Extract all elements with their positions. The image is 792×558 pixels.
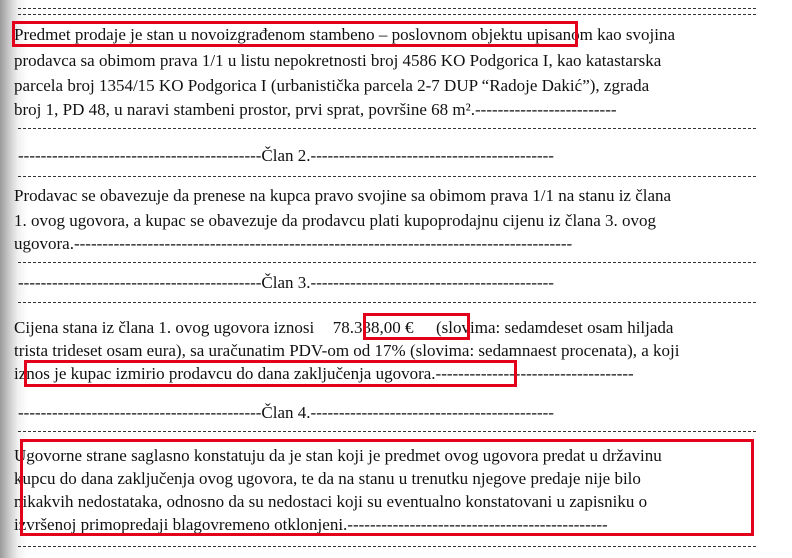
dashed-rule	[18, 302, 756, 303]
article-2-heading: -------------------------------------------Član 2.-------------------------------------------	[18, 146, 554, 165]
dashed-rule	[18, 176, 756, 177]
section2-line: 1. ovog ugovora, a kupac se obavezuje da prodavcu plati kupoprodajnu cijenu iz člana 3. ovog	[14, 211, 657, 230]
dashed-rule	[18, 14, 756, 15]
dashed-rule	[18, 546, 756, 547]
section4-line: kupcu do dana zaključenja ovog ugovora, te da na stanu u trenutku njegove predaje nije bilo	[14, 469, 641, 488]
section3-line: trista trideset osam eura), sa uračunatim PDV-om od 17% (slovima: sedamnaest procenata), a koji	[14, 341, 680, 360]
section1-line: broj 1, PD 48, u naravi stambeni prostor, prvi sprat, površine 68 m².-------------------------	[14, 100, 617, 119]
price-words: (slovima: sedamdeset osam hiljada	[436, 318, 674, 337]
section4-line: izvršenoj primopredaji blagovremeno otklonjeni.----------------------------------------------	[14, 515, 608, 534]
section1-line: prodavca sa obimom prava 1/1 u listu nepokretnosti broj 4586 KO Podgorica I, kao katastarska	[14, 51, 662, 70]
section2-line: Prodavac se obavezuje da prenese na kupca pravo svojine sa obimom prava 1/1 na stanu iz člana	[14, 186, 672, 205]
highlight-box-object	[12, 21, 578, 47]
dashed-rule	[18, 431, 756, 432]
section4-line: Ugovorne strane saglasno konstatuju da je stan koji je predmet ovog ugovora predat u državinu	[14, 446, 662, 465]
section3-line: iznos je kupac izmirio prodavcu do dana zaključenja ugovora.-----------------------------------	[14, 364, 634, 383]
dashed-rule	[18, 262, 756, 263]
price-value: 78.338,00 €	[332, 318, 414, 337]
highlight-box-price	[363, 313, 470, 340]
price-intro: Cijena stana iz člana 1. ovog ugovora iznosi	[14, 318, 315, 337]
dashed-rule	[18, 8, 756, 9]
dashed-rule	[18, 128, 756, 129]
article-4-heading: -------------------------------------------Član 4.-------------------------------------------	[18, 403, 554, 422]
section1-line: parcela broj 1354/15 KO Podgorica I (urbanistička parcela 2-7 DUP “Radoje Dakić”), zgrada	[14, 76, 650, 95]
highlight-box-handover	[20, 439, 754, 536]
section2-line: ugovora.----------------------------------------------------------------------------------------	[14, 234, 573, 253]
highlight-box-payment	[24, 360, 517, 387]
section1-line: Predmet prodaje je stan u novoizgrađenom stambeno – poslovnom objektu upisanom kao svojina	[14, 25, 675, 44]
section4-line: nikakvih nedostataka, odnosno da su nedostaci koji su eventualno konstatovani u zapisniku o	[14, 492, 648, 511]
article-3-heading: -------------------------------------------Član 3.-------------------------------------------	[18, 273, 554, 292]
